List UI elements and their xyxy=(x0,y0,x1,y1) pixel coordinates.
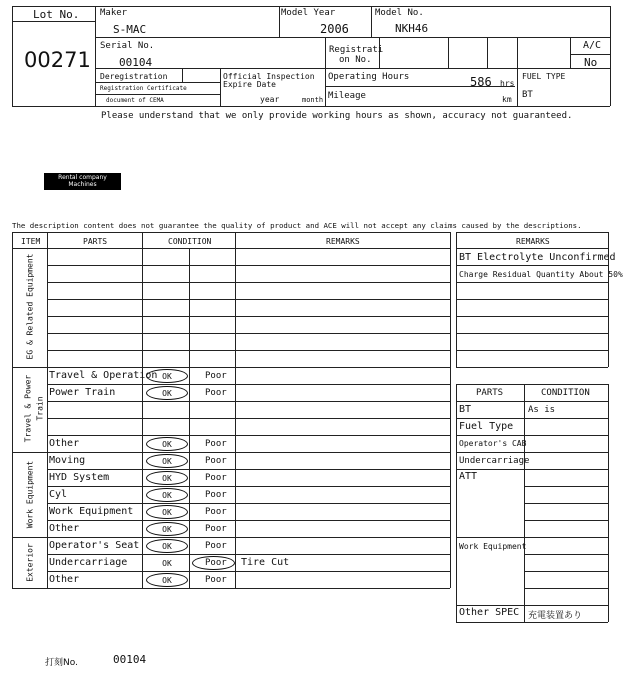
registration-label-2: on No. xyxy=(339,55,372,65)
other-spec-label: Other SPEC xyxy=(459,607,520,618)
fuel-type-row-label: Fuel Type xyxy=(459,421,514,432)
part-power-train: Power Train xyxy=(49,387,116,398)
poor-label: Poor xyxy=(205,456,227,466)
disclaimer-text: Please understand that we only provide working hours as shown, accuracy not guaranteed. xyxy=(101,111,573,121)
poor-label: Poor xyxy=(205,388,227,398)
poor-label: Poor xyxy=(205,575,227,585)
inspection-label-1: Official Inspection xyxy=(223,72,315,81)
maker-label: Maker xyxy=(100,8,128,18)
ok-label: OK xyxy=(162,389,172,398)
operators-cab-label: Operator's CAB xyxy=(459,439,527,448)
ok-label: OK xyxy=(162,474,172,483)
ok-label: OK xyxy=(162,457,172,466)
deregistration-label: Deregistration xyxy=(100,72,168,81)
group-exterior-label: Exterior xyxy=(25,543,35,582)
col-remarks-header: REMARKS xyxy=(326,237,360,246)
part-travel-operation: Travel & Operation xyxy=(49,370,158,381)
registration-label-1: Registrati xyxy=(329,45,384,55)
ac-label: A/C xyxy=(583,40,602,51)
poor-label: Poor xyxy=(205,558,227,568)
serial-value: 00104 xyxy=(119,56,153,69)
ok-label: OK xyxy=(162,542,172,551)
parts-header: PARTS xyxy=(476,388,504,398)
work-equipment-label: Work Equipment xyxy=(459,542,527,551)
att-label: ATT xyxy=(459,471,478,482)
ok-label: OK xyxy=(162,491,172,500)
model-no-value: NKH46 xyxy=(395,22,429,35)
hrs-unit: hrs xyxy=(500,79,515,88)
reg-certificate-label: Registration Certificate xyxy=(100,85,187,92)
group-work-label: Work Equipment xyxy=(25,460,35,529)
ok-label: OK xyxy=(162,508,172,517)
remarks-header: REMARKS xyxy=(516,237,550,246)
ac-value: No xyxy=(584,56,598,69)
part-hyd-system: HYD System xyxy=(49,472,110,483)
remark-line-2: Charge Residual Quantity About 50% xyxy=(459,270,623,279)
model-no-label: Model No. xyxy=(375,8,424,18)
km-unit: km xyxy=(502,95,512,104)
operating-hours-value: 586 xyxy=(470,75,492,89)
part-operators-seat: Operator's Seat xyxy=(49,540,140,551)
part-work-other: Other xyxy=(49,523,80,534)
description-note: The description content does not guarantee the quality of product and ACE will not accept any claims caused by the descriptions. xyxy=(12,221,582,230)
mileage-label: Mileage xyxy=(328,91,366,101)
inspection-label-2: Expire Date xyxy=(223,80,276,89)
stamp-no-value: 00104 xyxy=(113,653,147,666)
fuel-type-value: BT xyxy=(522,90,533,100)
col-parts-header: PARTS xyxy=(83,237,108,246)
ok-label: OK xyxy=(162,559,172,568)
lot-value: 00271 xyxy=(24,48,91,72)
part-work-equipment: Work Equipment xyxy=(49,506,134,517)
poor-label: Poor xyxy=(205,371,227,381)
fuel-type-label: FUEL TYPE xyxy=(522,72,566,81)
group-eg-label: EG & Related Equipment xyxy=(25,253,35,360)
poor-label: Poor xyxy=(205,439,227,449)
col-item-header: ITEM xyxy=(21,237,41,246)
cema-label: document of CEMA xyxy=(106,97,164,104)
poor-label: Poor xyxy=(205,473,227,483)
badge-line-1: Rental company xyxy=(58,174,107,181)
part-undercarriage: Undercarriage xyxy=(49,557,128,568)
model-year-value: 2006 xyxy=(320,22,349,36)
badge-line-2: Machines xyxy=(68,181,97,188)
stamp-no-label: 打刻No. xyxy=(45,658,78,668)
bt-condition: As is xyxy=(528,405,556,415)
maker-value: S-MAC xyxy=(113,23,147,36)
ok-label: OK xyxy=(162,525,172,534)
undercarriage-label: Undercarriage xyxy=(459,456,530,466)
bt-label: BT xyxy=(459,404,472,415)
operating-hours-label: Operating Hours xyxy=(328,72,410,82)
remark-line-1: BT Electrolyte Unconfirmed xyxy=(459,252,616,263)
ok-label: OK xyxy=(162,372,172,381)
poor-label: Poor xyxy=(205,507,227,517)
serial-label: Serial No. xyxy=(100,41,155,51)
month-label: month xyxy=(302,96,324,104)
rental-company-badge xyxy=(44,173,121,190)
other-spec-value: 充電装置あり xyxy=(528,611,583,621)
group-travel-label-2: Train xyxy=(35,396,45,421)
ok-label: OK xyxy=(162,440,172,449)
group-travel-label-1: Travel & Power xyxy=(23,374,33,443)
col-condition-header: CONDITION xyxy=(168,237,212,246)
condition-header: CONDITION xyxy=(541,388,590,398)
part-moving: Moving xyxy=(49,455,86,466)
ok-label: OK xyxy=(162,576,172,585)
model-year-label: Model Year xyxy=(281,8,336,18)
poor-label: Poor xyxy=(205,541,227,551)
part-exterior-other: Other xyxy=(49,574,80,585)
remark-tire-cut: Tire Cut xyxy=(241,557,290,568)
part-cyl: Cyl xyxy=(49,489,68,500)
poor-label: Poor xyxy=(205,524,227,534)
poor-label: Poor xyxy=(205,490,227,500)
part-travel-other: Other xyxy=(49,438,80,449)
year-label: year xyxy=(260,95,280,104)
lot-label: Lot No. xyxy=(33,8,80,21)
